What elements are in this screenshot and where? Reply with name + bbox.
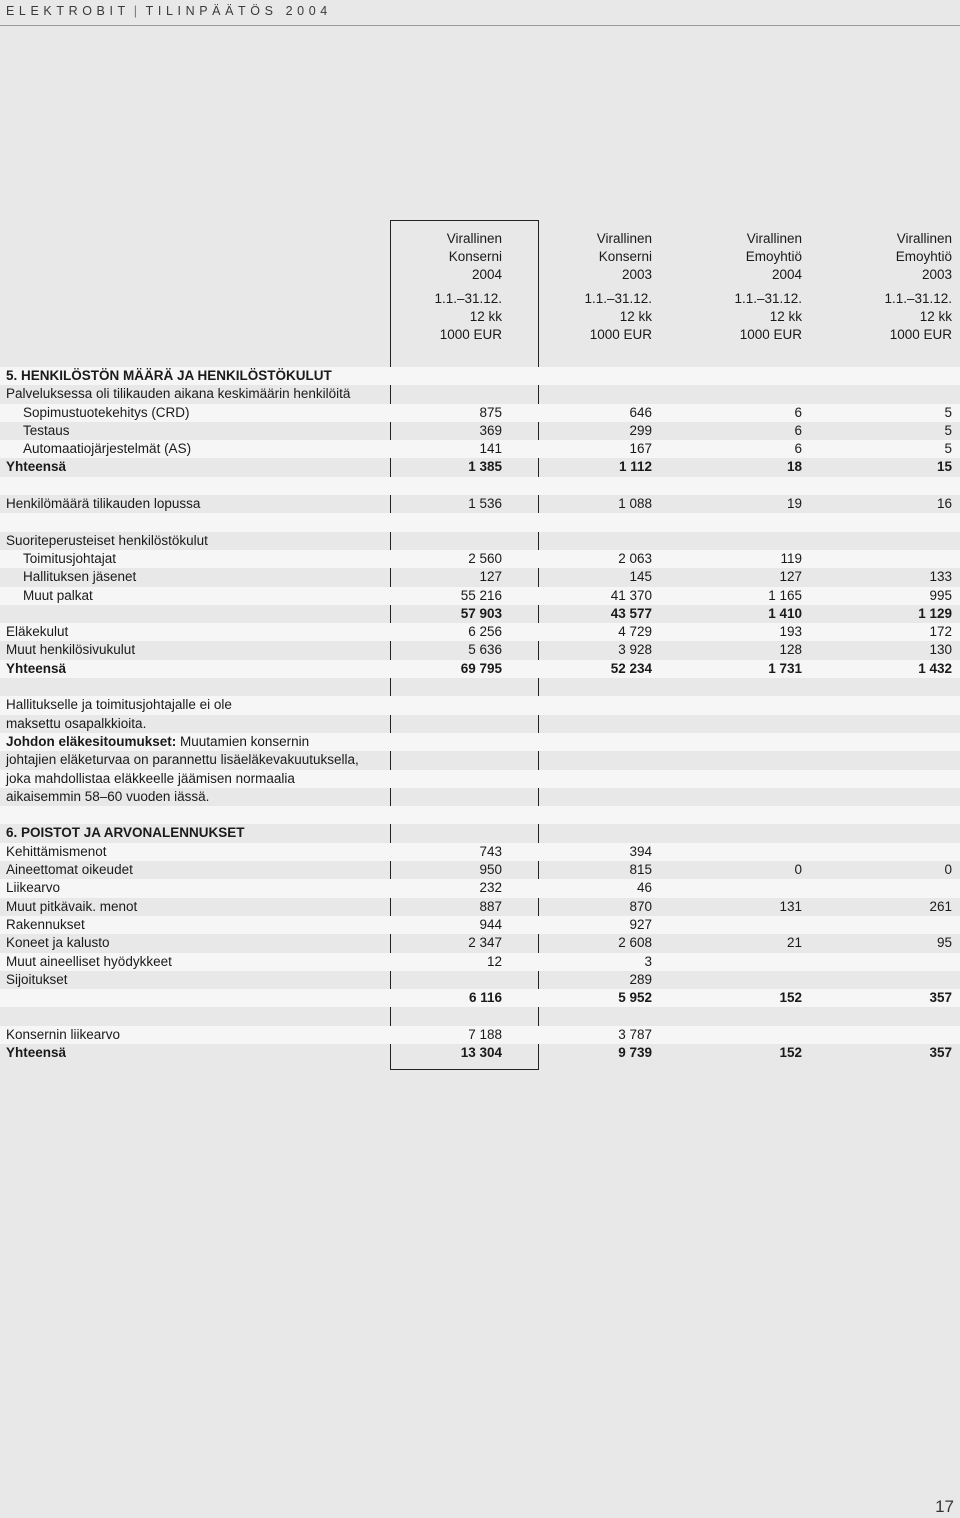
column-header-3 xyxy=(842,230,952,344)
row-label: Henkilömäärä tilikauden lopussa xyxy=(6,496,201,512)
row-label: Sopimustuotekehitys (CRD) xyxy=(23,404,190,420)
header-months: 12 kk xyxy=(469,309,502,324)
column-header-1 xyxy=(542,230,652,344)
value-cell: 5 xyxy=(944,422,952,438)
value-cell: 646 xyxy=(629,404,652,420)
value-cell: 232 xyxy=(479,880,502,896)
table-row xyxy=(0,568,960,586)
value-cell: 3 xyxy=(644,953,652,969)
value-cell: 4 729 xyxy=(618,624,652,640)
row-label: Sijoitukset xyxy=(6,971,68,987)
value-cell: 357 xyxy=(929,990,952,1006)
table-row xyxy=(0,1044,960,1062)
row-label: Eläkekulut xyxy=(6,624,69,640)
row-label: Muut aineelliset hyödykkeet xyxy=(6,953,172,969)
table-row xyxy=(0,934,960,952)
value-cell: 18 xyxy=(786,459,802,475)
row-label: Konsernin liikearvo xyxy=(6,1026,121,1042)
value-cell: 394 xyxy=(629,843,652,859)
value-cell: 15 xyxy=(936,459,952,475)
value-cell: 6 xyxy=(794,422,802,438)
financial-table xyxy=(0,367,960,1062)
value-cell: 167 xyxy=(629,441,652,457)
value-cell: 887 xyxy=(479,898,502,914)
row-label: Kehittämismenot xyxy=(6,843,107,859)
table-row xyxy=(0,678,960,696)
value-cell: 172 xyxy=(929,624,952,640)
value-cell: 815 xyxy=(629,862,652,878)
value-cell: 743 xyxy=(479,843,502,859)
value-cell: 16 xyxy=(936,496,952,512)
value-cell: 7 188 xyxy=(468,1026,502,1042)
header-period: 1.1.–31.12. xyxy=(734,291,802,306)
table-row xyxy=(0,422,960,440)
value-cell: 52 234 xyxy=(610,660,652,676)
row-label: joka mahdollistaa eläkkeelle jäämisen normaalia xyxy=(6,770,295,786)
header-months: 12 kk xyxy=(619,309,652,324)
value-cell: 1 129 xyxy=(918,605,952,621)
value-cell: 19 xyxy=(786,496,802,512)
value-cell: 369 xyxy=(479,422,502,438)
value-cell: 21 xyxy=(786,935,802,951)
row-label: Automaatiojärjestelmät (AS) xyxy=(23,441,192,457)
value-cell: 6 xyxy=(794,441,802,457)
header-line1: Virallinen xyxy=(746,231,802,246)
value-cell: 2 560 xyxy=(468,550,502,566)
header-unit: 1000 EUR xyxy=(589,327,652,342)
row-label: maksettu osapalkkioita. xyxy=(6,715,147,731)
table-row xyxy=(0,806,960,824)
table-row xyxy=(0,898,960,916)
header-year: 2004 xyxy=(771,267,802,282)
value-cell: 5 636 xyxy=(468,642,502,658)
value-cell: 2 063 xyxy=(618,550,652,566)
row-label: Muut pitkävaik. menot xyxy=(6,898,138,914)
header-line1: Virallinen xyxy=(446,231,502,246)
value-cell: 944 xyxy=(479,916,502,932)
row-label: Liikearvo xyxy=(6,880,61,896)
row-label: Koneet ja kalusto xyxy=(6,935,110,951)
value-cell: 2 608 xyxy=(618,935,652,951)
value-cell: 5 xyxy=(944,404,952,420)
row-label: Yhteensä xyxy=(6,660,67,676)
header-line2: Konserni xyxy=(448,249,502,264)
value-cell: 1 731 xyxy=(768,660,802,676)
value-cell: 299 xyxy=(629,422,652,438)
page-number: 17 xyxy=(935,1497,954,1516)
column-header-2 xyxy=(692,230,802,344)
table-row xyxy=(0,605,960,623)
value-cell: 12 xyxy=(486,953,502,969)
value-cell: 6 xyxy=(794,404,802,420)
table-row xyxy=(0,824,960,842)
table-row xyxy=(0,1026,960,1044)
row-label-text: Muutamien konsernin xyxy=(176,733,310,749)
row-label: Hallitukselle ja toimitusjohtajalle ei ole xyxy=(6,697,232,713)
table-row xyxy=(0,989,960,1007)
table-row xyxy=(0,477,960,495)
value-cell: 133 xyxy=(929,569,952,585)
row-label: Testaus xyxy=(23,422,70,438)
value-cell: 875 xyxy=(479,404,502,420)
value-cell: 193 xyxy=(779,624,802,640)
value-cell: 5 952 xyxy=(618,990,652,1006)
value-cell: 119 xyxy=(780,550,802,566)
header-period: 1.1.–31.12. xyxy=(884,291,952,306)
value-cell: 357 xyxy=(929,1044,952,1060)
value-cell: 995 xyxy=(929,587,952,603)
table-row xyxy=(0,440,960,458)
value-cell: 128 xyxy=(779,642,802,658)
value-cell: 6 116 xyxy=(468,990,502,1006)
row-label: Hallituksen jäsenet xyxy=(23,569,137,585)
table-row xyxy=(0,587,960,605)
table-row xyxy=(0,751,960,769)
value-cell: 13 304 xyxy=(460,1044,502,1060)
value-cell: 0 xyxy=(944,862,952,878)
row-label: Suoriteperusteiset henkilöstökulut xyxy=(6,532,208,548)
table-row xyxy=(0,696,960,714)
value-cell: 870 xyxy=(629,898,652,914)
value-cell: 0 xyxy=(794,862,802,878)
row-label: Toimitusjohtajat xyxy=(23,550,117,566)
header-unit: 1000 EUR xyxy=(439,327,502,342)
table-row xyxy=(0,861,960,879)
value-cell: 1 385 xyxy=(468,459,502,475)
header-line2: Emoyhtiö xyxy=(745,249,802,264)
value-cell: 1 165 xyxy=(768,587,802,603)
table-row xyxy=(0,532,960,550)
value-cell: 57 903 xyxy=(460,605,502,621)
row-label: Rakennukset xyxy=(6,916,85,932)
row-label: Muut palkat xyxy=(23,587,93,603)
value-cell: 41 370 xyxy=(610,587,652,603)
value-cell: 5 xyxy=(944,441,952,457)
value-cell: 131 xyxy=(779,898,802,914)
table-row xyxy=(0,770,960,788)
row-label: johtajien eläketurvaa on parannettu lisäeläkevakuutuksella, xyxy=(6,752,359,768)
row-label: 6. POISTOT JA ARVONALENNUKSET xyxy=(6,825,245,841)
value-cell: 145 xyxy=(629,569,652,585)
value-cell: 9 739 xyxy=(618,1044,652,1060)
value-cell: 152 xyxy=(779,1044,802,1060)
header-period: 1.1.–31.12. xyxy=(434,291,502,306)
header-year: 2004 xyxy=(471,267,502,282)
value-cell: 43 577 xyxy=(610,605,652,621)
header-period: 1.1.–31.12. xyxy=(584,291,652,306)
value-cell: 927 xyxy=(629,916,652,932)
value-cell: 46 xyxy=(636,880,652,896)
header-separator: | xyxy=(133,4,142,18)
table-row xyxy=(0,733,960,751)
header-year: 2003 xyxy=(921,267,952,282)
value-cell: 1 432 xyxy=(918,660,952,676)
value-cell: 1 536 xyxy=(468,496,502,512)
table-row xyxy=(0,367,960,385)
value-cell: 289 xyxy=(629,971,652,987)
row-label-bold: Johdon eläkesitoumukset: xyxy=(6,733,177,749)
header-months: 12 kk xyxy=(769,309,802,324)
value-cell: 127 xyxy=(479,569,502,585)
table-row xyxy=(0,788,960,806)
table-row xyxy=(0,404,960,422)
value-cell: 1 088 xyxy=(618,496,652,512)
table-row xyxy=(0,495,960,513)
row-label: 5. HENKILÖSTÖN MÄÄRÄ JA HENKILÖSTÖKULUT xyxy=(6,368,332,383)
value-cell: 55 216 xyxy=(460,587,502,603)
header-months: 12 kk xyxy=(919,309,952,324)
table-row xyxy=(0,458,960,476)
value-cell: 3 787 xyxy=(618,1026,652,1042)
row-label: Muut henkilösivukulut xyxy=(6,642,136,658)
brand-name: ELEKTROBIT xyxy=(6,4,130,18)
table-row xyxy=(0,550,960,568)
header-unit: 1000 EUR xyxy=(739,327,802,342)
header-year: 2003 xyxy=(621,267,652,282)
value-cell: 95 xyxy=(936,935,952,951)
value-cell: 69 795 xyxy=(460,660,502,676)
header-unit: 1000 EUR xyxy=(889,327,952,342)
table-row xyxy=(0,916,960,934)
table-row xyxy=(0,715,960,733)
row-label: aikaisemmin 58–60 vuoden iässä. xyxy=(6,788,210,804)
header-line1: Virallinen xyxy=(596,231,652,246)
table-row xyxy=(0,623,960,641)
value-cell: 130 xyxy=(929,642,952,658)
row-label xyxy=(6,733,309,751)
header-rule xyxy=(0,25,960,26)
row-label: Yhteensä xyxy=(6,1044,67,1060)
document-title: TILINPÄÄTÖS 2004 xyxy=(145,4,332,18)
row-label: Aineettomat oikeudet xyxy=(6,862,133,878)
row-label: Yhteensä xyxy=(6,459,67,475)
table-row xyxy=(0,879,960,897)
value-cell: 3 928 xyxy=(618,642,652,658)
value-cell: 950 xyxy=(479,862,502,878)
header-line2: Emoyhtiö xyxy=(895,249,952,264)
table-row xyxy=(0,513,960,531)
table-row xyxy=(0,971,960,989)
value-cell: 261 xyxy=(929,898,952,914)
header-line1: Virallinen xyxy=(896,231,952,246)
value-cell: 127 xyxy=(779,569,802,585)
table-row xyxy=(0,385,960,403)
table-row xyxy=(0,953,960,971)
document-header xyxy=(6,4,332,18)
table-row xyxy=(0,843,960,861)
value-cell: 2 347 xyxy=(468,935,502,951)
row-label: Palveluksessa oli tilikauden aikana keskimäärin henkilöitä xyxy=(6,386,351,402)
table-row xyxy=(0,641,960,659)
value-cell: 152 xyxy=(779,990,802,1006)
column-header-0 xyxy=(392,230,502,344)
value-cell: 1 112 xyxy=(618,459,652,475)
value-cell: 6 256 xyxy=(468,624,502,640)
table-row xyxy=(0,660,960,678)
value-cell: 141 xyxy=(479,441,502,457)
value-cell: 1 410 xyxy=(768,605,802,621)
table-row xyxy=(0,1007,960,1025)
header-line2: Konserni xyxy=(598,249,652,264)
